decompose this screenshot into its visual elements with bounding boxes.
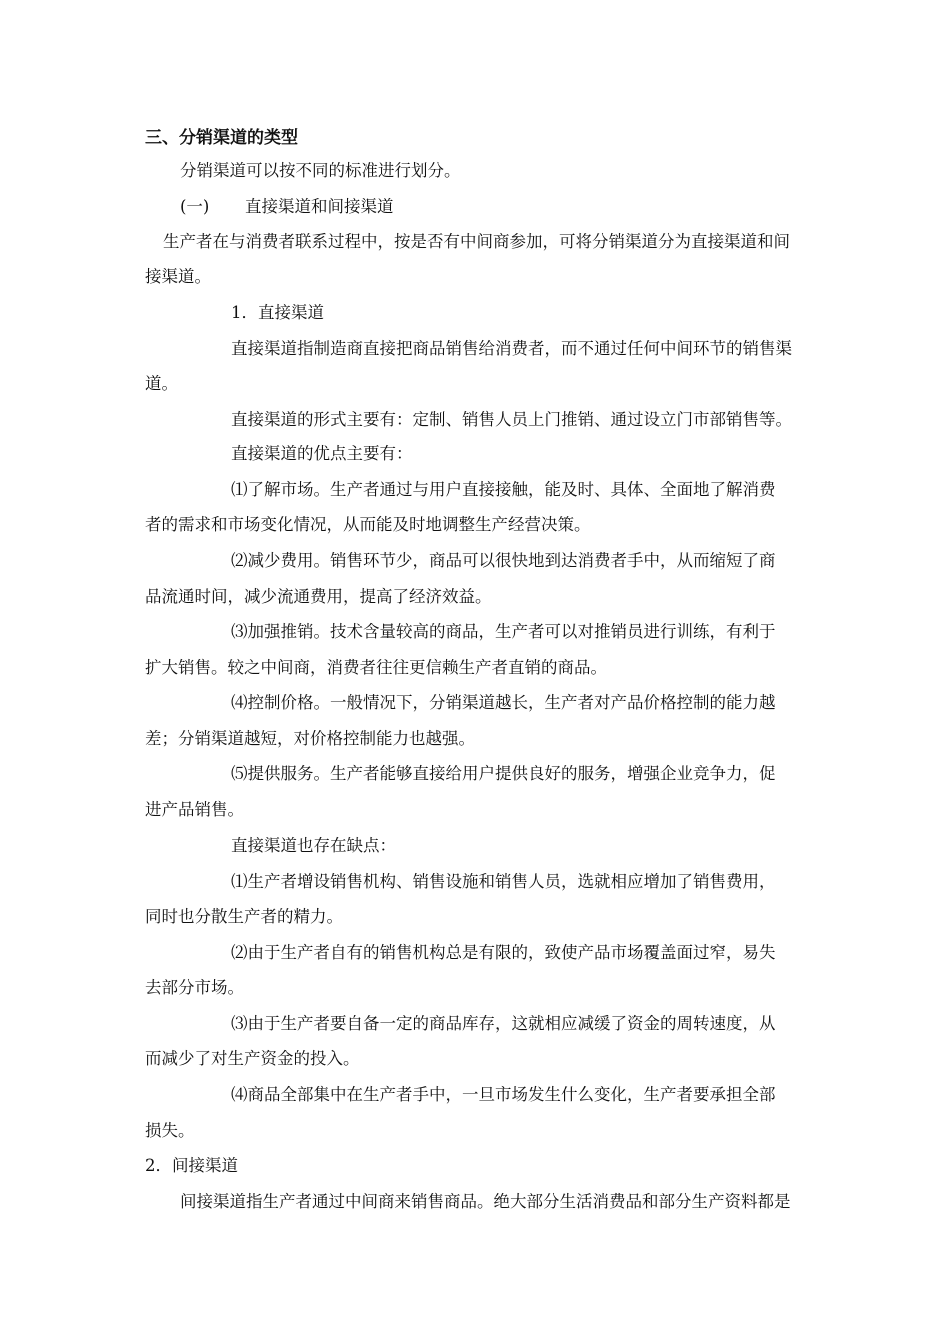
intro-paragraph: 分销渠道可以按不同的标准进行划分。 xyxy=(180,161,461,180)
paragraph-line: 直接渠道的优点主要有： xyxy=(231,444,413,463)
item-title: 1．直接渠道 xyxy=(231,303,324,322)
list-item: ⑴生产者增设销售机构、销售设施和销售人员，选就相应增加了销售费用， xyxy=(231,872,776,891)
list-item-continuation: 品流通时间，减少流通费用，提高了经济效益。 xyxy=(145,587,492,606)
list-item-continuation: 而减少了对生产资金的投入。 xyxy=(145,1049,360,1068)
list-item: ⑷商品全部集中在生产者手中，一旦市场发生什么变化，生产者要承担全部 xyxy=(231,1085,776,1104)
list-item: ⑵由于生产者自有的销售机构总是有限的，致使产品市场覆盖面过窄，易失 xyxy=(231,943,776,962)
list-item: ⑴了解市场。生产者通过与用户直接接触，能及时、具体、全面地了解消费 xyxy=(231,480,776,499)
paragraph-line: 生产者在与消费者联系过程中，按是否有中间商参加，可将分销渠道分为直接渠道和间 xyxy=(163,232,790,251)
paragraph-line: 直接渠道也存在缺点： xyxy=(231,836,396,855)
list-item: ⑷控制价格。一般情况下，分销渠道越长，生产者对产品价格控制的能力越 xyxy=(231,693,776,712)
section-heading: 三、分销渠道的类型 xyxy=(145,128,298,148)
subsection-marker: (一) xyxy=(180,197,210,216)
list-item-continuation: 者的需求和市场变化情况，从而能及时地调整生产经营决策。 xyxy=(145,515,591,534)
list-item-continuation: 损失。 xyxy=(145,1121,195,1140)
subsection-title: 直接渠道和间接渠道 xyxy=(245,197,394,216)
list-item-continuation: 差；分销渠道越短，对价格控制能力也越强。 xyxy=(145,729,475,748)
list-item-continuation: 扩大销售。较之中间商，消费者往往更信赖生产者直销的商品。 xyxy=(145,658,607,677)
list-item: ⑶加强推销。技术含量较高的商品，生产者可以对推销员进行训练，有利于 xyxy=(231,622,776,641)
paragraph-line: 道。 xyxy=(145,374,178,393)
list-item: ⑶由于生产者要自备一定的商品库存，这就相应减缓了资金的周转速度，从 xyxy=(231,1014,776,1033)
paragraph-line: 直接渠道的形式主要有：定制、销售人员上门推销、通过设立门市部销售等。 xyxy=(231,410,792,429)
paragraph-line: 接渠道。 xyxy=(145,267,211,286)
list-item-continuation: 进产品销售。 xyxy=(145,800,244,819)
paragraph-line: 直接渠道指制造商直接把商品销售给消费者，而不通过任何中间环节的销售渠 xyxy=(231,339,792,358)
list-item-continuation: 去部分市场。 xyxy=(145,978,244,997)
item-title: 2．间接渠道 xyxy=(145,1156,238,1175)
paragraph-line: 间接渠道指生产者通过中间商来销售商品。绝大部分生活消费品和部分生产资料都是 xyxy=(180,1192,791,1211)
list-item: ⑵减少费用。销售环节少，商品可以很快地到达消费者手中，从而缩短了商 xyxy=(231,551,776,570)
list-item-continuation: 同时也分散生产者的精力。 xyxy=(145,907,343,926)
list-item: ⑸提供服务。生产者能够直接给用户提供良好的服务，增强企业竞争力，促 xyxy=(231,764,776,783)
